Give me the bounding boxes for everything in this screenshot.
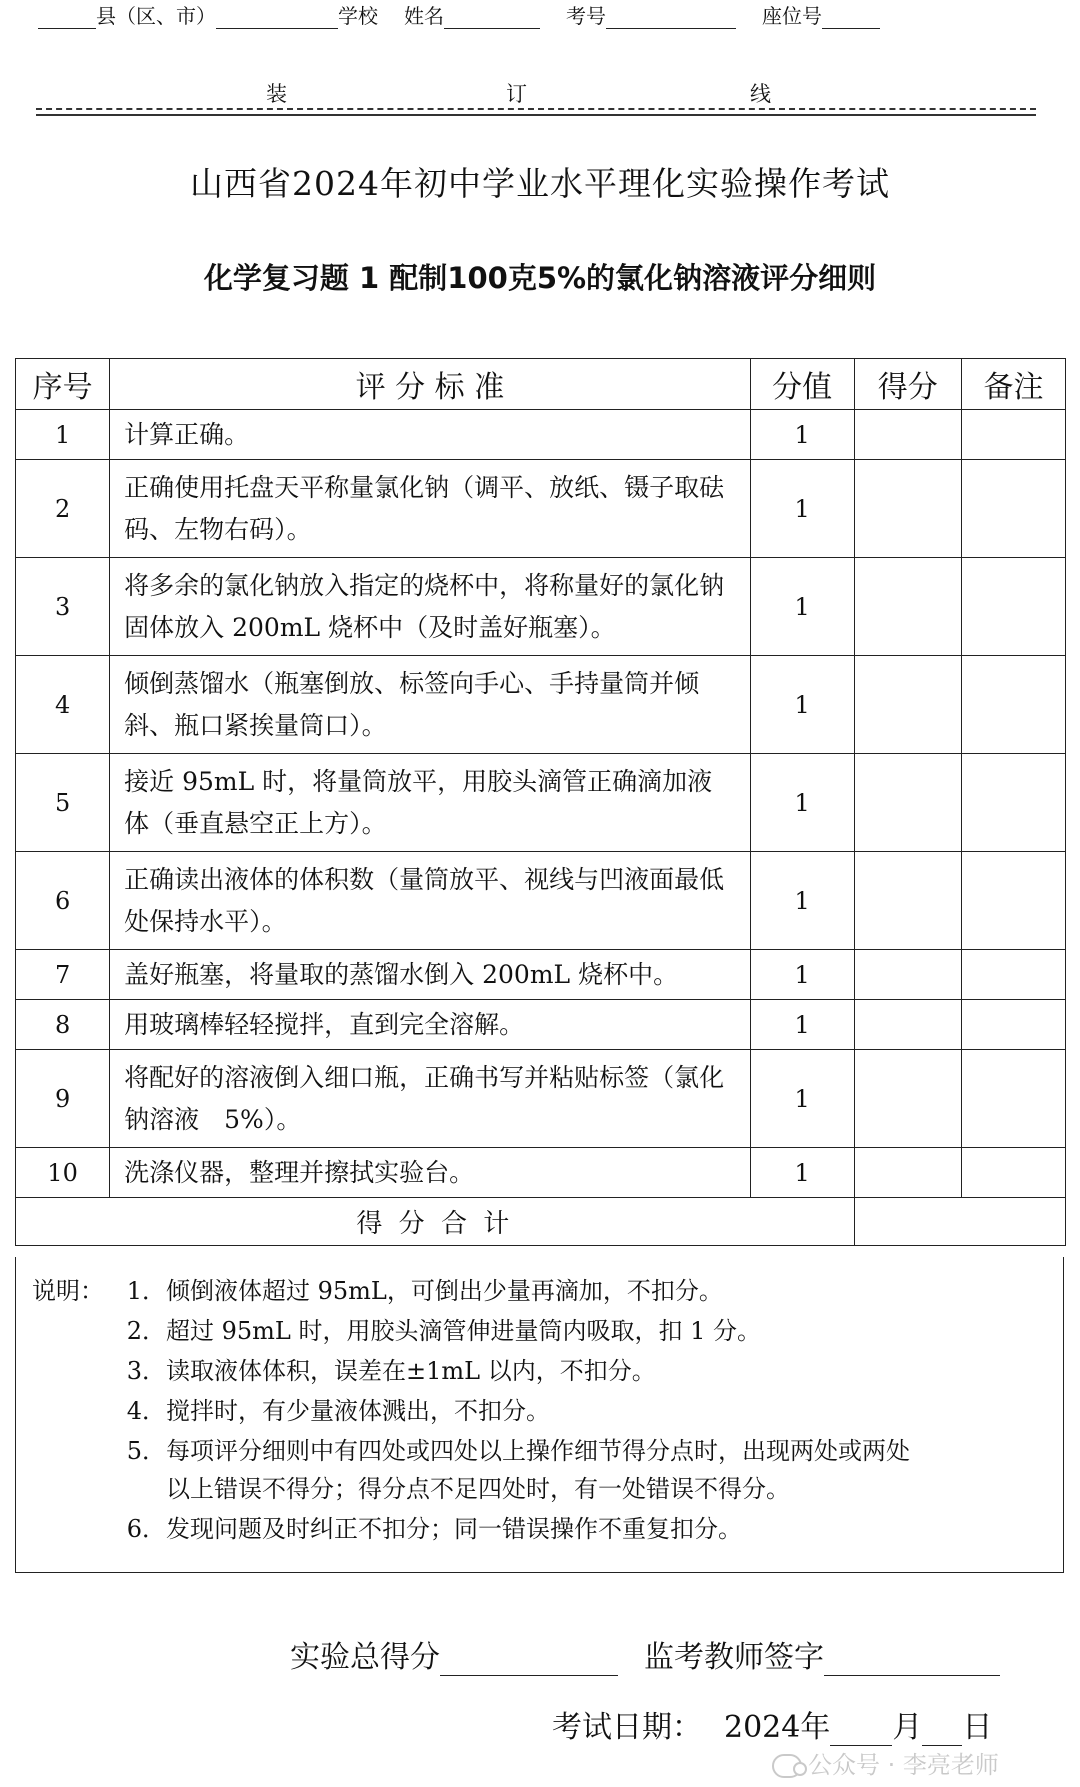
row-remarks-cell[interactable] [961, 1050, 1065, 1148]
note-item: 5．每项评分细则中有四处或四处以上操作细节得分点时，出现两处或两处 [126, 1437, 910, 1465]
date-year: 2024年 [724, 1710, 831, 1745]
row-criteria: 将配好的溶液倒入细口瓶，正确书写并粘贴标签（氯化钠溶液 5%）。 [110, 1050, 751, 1148]
table-row [16, 410, 1066, 460]
row-points: 1 [750, 852, 854, 950]
row-seq: 2 [16, 460, 110, 558]
total-row [16, 1198, 1066, 1246]
watermark [772, 1745, 999, 1780]
note-item: 6．发现问题及时纠正不扣分；同一错误操作不重复扣分。 [126, 1515, 742, 1543]
row-criteria: 正确读出液体的体积数（量筒放平、视线与凹液面最低处保持水平）。 [110, 852, 751, 950]
watermark-text: 公众号 · 李亮老师 [808, 1751, 999, 1779]
month-blank[interactable] [830, 1715, 892, 1746]
note-item: 4．搅拌时，有少量液体溅出，不扣分。 [126, 1397, 550, 1425]
notes-label: 说明： [32, 1277, 104, 1305]
row-seq: 3 [16, 558, 110, 656]
row-remarks-cell[interactable] [961, 1148, 1065, 1198]
row-remarks-cell[interactable] [961, 1000, 1065, 1050]
row-points: 1 [750, 1000, 854, 1050]
page-subtitle: 化学复习题 1 配制100克5%的氯化钠溶液评分细则 [203, 261, 877, 295]
row-seq: 10 [16, 1148, 110, 1198]
total-score-label: 实验总得分 [290, 1640, 440, 1675]
note-item-continuation: 以上错误不得分；得分点不足四处时，有一处错误不得分。 [166, 1475, 790, 1503]
wechat-icon [772, 1754, 802, 1778]
school-label: 学校 [338, 4, 378, 28]
county-label: 县（区、市） [96, 4, 216, 28]
row-score-cell[interactable] [854, 1000, 961, 1050]
row-remarks-cell[interactable] [961, 558, 1065, 656]
row-score-cell[interactable] [854, 410, 961, 460]
table-row [16, 950, 1066, 1000]
table-row [16, 460, 1066, 558]
table-row [16, 852, 1066, 950]
seat-blank[interactable] [822, 6, 880, 29]
row-points: 1 [750, 754, 854, 852]
seat-label: 座位号 [762, 4, 822, 28]
row-points: 1 [750, 1148, 854, 1198]
row-remarks-cell[interactable] [961, 656, 1065, 754]
exam-no-label: 考号 [566, 4, 606, 28]
table-row [16, 754, 1066, 852]
exam-date-line [552, 1702, 992, 1746]
row-criteria: 用玻璃棒轻轻搅拌，直到完全溶解。 [110, 1000, 751, 1050]
table-row [16, 1000, 1066, 1050]
row-remarks-cell[interactable] [961, 950, 1065, 1000]
date-month: 月 [892, 1710, 923, 1745]
row-remarks-cell[interactable] [961, 410, 1065, 460]
note-item: 2．超过 95mL 时，用胶头滴管伸进量筒内吸取，扣 1 分。 [126, 1317, 762, 1345]
total-label: 得 分 合 计 [16, 1198, 855, 1246]
binding-solid-rule [36, 114, 1036, 116]
exam-no-blank[interactable] [606, 6, 736, 29]
notes-box [15, 1257, 1064, 1573]
school-blank[interactable] [216, 6, 338, 29]
table-header-row [16, 359, 1066, 410]
row-points: 1 [750, 460, 854, 558]
binding-word-3: 线 [750, 82, 771, 106]
table-row [16, 656, 1066, 754]
row-points: 1 [750, 656, 854, 754]
table-row [16, 1050, 1066, 1148]
row-points: 1 [750, 410, 854, 460]
name-label: 姓名 [404, 4, 444, 28]
total-score-cell[interactable] [854, 1198, 1065, 1246]
row-score-cell[interactable] [854, 460, 961, 558]
row-score-cell[interactable] [854, 754, 961, 852]
row-criteria: 倾倒蒸馏水（瓶塞倒放、标签向手心、手持量筒并倾斜、瓶口紧挨量筒口）。 [110, 656, 751, 754]
row-score-cell[interactable] [854, 1050, 961, 1148]
binding-word-1: 装 [266, 82, 287, 106]
row-criteria: 正确使用托盘天平称量氯化钠（调平、放纸、镊子取砝码、左物右码）。 [110, 460, 751, 558]
row-seq: 6 [16, 852, 110, 950]
row-seq: 7 [16, 950, 110, 1000]
total-score-blank[interactable] [440, 1645, 618, 1676]
note-item: 3．读取液体体积，误差在±1mL 以内，不扣分。 [126, 1357, 656, 1385]
row-seq: 4 [16, 656, 110, 754]
header-points: 分值 [750, 359, 854, 410]
header-seq: 序号 [16, 359, 110, 410]
header-score: 得分 [854, 359, 961, 410]
day-blank[interactable] [922, 1715, 962, 1746]
row-score-cell[interactable] [854, 656, 961, 754]
row-points: 1 [750, 558, 854, 656]
row-remarks-cell[interactable] [961, 754, 1065, 852]
row-seq: 9 [16, 1050, 110, 1148]
row-points: 1 [750, 950, 854, 1000]
row-criteria: 计算正确。 [110, 410, 751, 460]
row-criteria: 盖好瓶塞，将量取的蒸馏水倒入 200mL 烧杯中。 [110, 950, 751, 1000]
header-criteria: 评 分 标 准 [110, 359, 751, 410]
row-remarks-cell[interactable] [961, 460, 1065, 558]
invigilator-label: 监考教师签字 [644, 1640, 824, 1675]
row-score-cell[interactable] [854, 950, 961, 1000]
row-remarks-cell[interactable] [961, 852, 1065, 950]
row-criteria: 洗涤仪器，整理并擦拭实验台。 [110, 1148, 751, 1198]
date-day: 日 [962, 1710, 993, 1745]
county-blank[interactable] [38, 6, 96, 29]
row-seq: 1 [16, 410, 110, 460]
row-criteria: 将多余的氯化钠放入指定的烧杯中，将称量好的氯化钠固体放入 200mL 烧杯中（及时盖好瓶塞）。 [110, 558, 751, 656]
candidate-info-line [38, 0, 1038, 30]
note-item: 1．倾倒液体超过 95mL，可倒出少量再滴加，不扣分。 [126, 1277, 723, 1305]
row-score-cell[interactable] [854, 852, 961, 950]
binding-dashed-rule [36, 108, 1036, 110]
binding-line [36, 78, 1036, 114]
row-seq: 8 [16, 1000, 110, 1050]
row-score-cell[interactable] [854, 1148, 961, 1198]
table-row [16, 558, 1066, 656]
date-label: 考试日期： [552, 1710, 702, 1745]
name-blank[interactable] [444, 6, 540, 29]
row-seq: 5 [16, 754, 110, 852]
scoring-table [15, 358, 1066, 1246]
footer-signatures [290, 1632, 1000, 1676]
row-points: 1 [750, 1050, 854, 1148]
page-title: 山西省2024年初中学业水平理化实验操作考试 [190, 164, 890, 203]
row-criteria: 接近 95mL 时，将量筒放平，用胶头滴管正确滴加液体（垂直悬空正上方）。 [110, 754, 751, 852]
binding-word-2: 订 [506, 82, 527, 106]
header-remarks: 备注 [961, 359, 1065, 410]
row-score-cell[interactable] [854, 558, 961, 656]
table-row [16, 1148, 1066, 1198]
invigilator-signature-blank[interactable] [824, 1645, 1000, 1676]
